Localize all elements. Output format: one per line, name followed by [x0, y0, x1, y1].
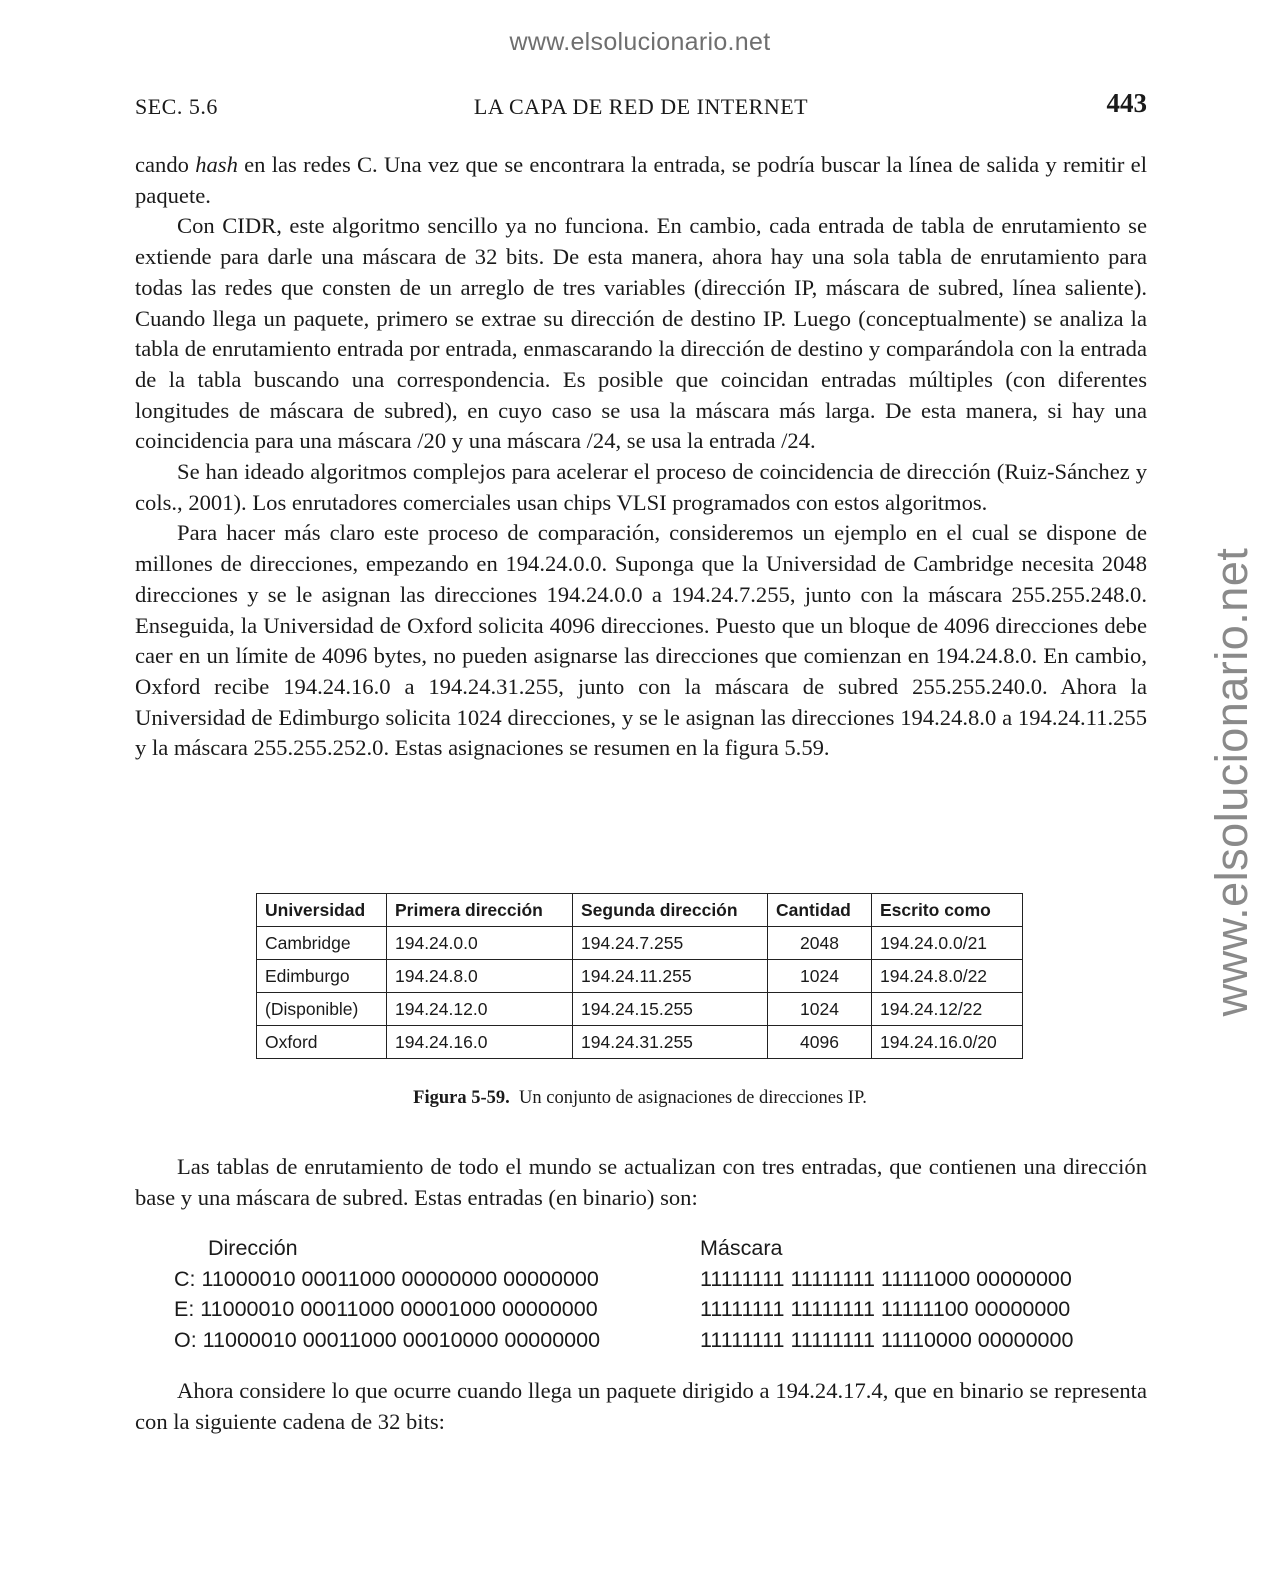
- cell-count: 2048: [768, 927, 872, 960]
- table-row: [257, 1026, 1023, 1059]
- binary-mask: 11111111 11111111 11111100 00000000: [700, 1297, 1071, 1322]
- paragraph-1: [135, 150, 1147, 211]
- hash-term: hash: [195, 152, 238, 177]
- paragraph-2: Con CIDR, este algoritmo sencillo ya no funciona. En cambio, cada entrada de tabla de enrutamiento se extiende para darle una máscara de 32 bits. De esta manera, ahora hay una sola tabla de enrutamiento para todas las redes que consten de un arreglo de tres variables (dirección IP, máscara de subred, línea saliente). Cuando llega un paquete, primero se extrae su dirección de destino IP. Luego (conceptualmente) se analiza la tabla de enrutamiento entrada por entrada, enmascarando la dirección de destino y comparándola con la entrada de la tabla buscando una correspondencia. Es posible que coincidan entradas múltiples (con diferentes longitudes de máscara de subred), en cuyo caso se usa la máscara más larga. De esta manera, si hay una coincidencia para una máscara /20 y una máscara /24, se usa la entrada /24.: [135, 213, 1147, 454]
- caption-label: Figura 5-59.: [413, 1088, 510, 1108]
- mask-header: Máscara: [700, 1236, 783, 1260]
- cell-first-address: 194.24.16.0: [387, 1026, 573, 1059]
- binary-address: E: 11000010 00011000 00001000 00000000: [174, 1297, 598, 1322]
- paragraph-3: Se han ideado algoritmos complejos para acelerar el proceso de coincidencia de dirección (Ruiz-Sánchez y cols., 2001). Los enrutadores comerciales usan chips VLSI programados con estos algoritmos.: [135, 459, 1147, 515]
- ip-allocation-table: [256, 893, 1023, 1059]
- chapter-title: LA CAPA DE RED DE INTERNET: [473, 94, 809, 119]
- cell-written-as: 194.24.16.0/20: [872, 1026, 1023, 1059]
- col-header-last-address: Segunda dirección: [573, 894, 768, 927]
- paragraph-1-start: cando: [135, 152, 196, 177]
- table-row: [257, 927, 1023, 960]
- cell-university: Oxford: [257, 1026, 387, 1059]
- cell-university: (Disponible): [257, 993, 387, 1026]
- cell-written-as: 194.24.12/22: [872, 993, 1023, 1026]
- cell-first-address: 194.24.8.0: [387, 960, 573, 993]
- cell-last-address: 194.24.11.255: [573, 960, 768, 993]
- binary-address: O: 11000010 00011000 00010000 00000000: [174, 1328, 601, 1353]
- paragraph-6: Ahora considere lo que ocurre cuando llega un paquete dirigido a 194.24.17.4, que en binario se representa con la siguiente cadena de 32 bits:: [135, 1378, 1147, 1434]
- cell-count: 4096: [768, 1026, 872, 1059]
- col-header-university: Universidad: [257, 894, 387, 927]
- cell-count: 1024: [768, 960, 872, 993]
- paragraph-5: Las tablas de enrutamiento de todo el mundo se actualizan con tres entradas, que contienen una dirección base y una máscara de subred. Estas entradas (en binario) son:: [135, 1154, 1147, 1210]
- body-text-middle: [135, 1152, 1147, 1213]
- table-header-row: [257, 894, 1023, 927]
- cell-first-address: 194.24.12.0: [387, 993, 573, 1026]
- cell-university: Cambridge: [257, 927, 387, 960]
- body-text: [135, 150, 1147, 764]
- cell-count: 1024: [768, 993, 872, 1026]
- binary-mask: 11111111 11111111 11111000 00000000: [700, 1266, 1072, 1291]
- cell-last-address: 194.24.7.255: [573, 927, 768, 960]
- cell-written-as: 194.24.8.0/22: [872, 960, 1023, 993]
- col-header-written-as: Escrito como: [872, 894, 1023, 927]
- section-label: SEC. 5.6: [135, 94, 218, 119]
- caption-text: Un conjunto de asignaciones de direcciones IP.: [519, 1088, 867, 1108]
- cell-last-address: 194.24.15.255: [573, 993, 768, 1026]
- body-text-bottom: [135, 1376, 1147, 1437]
- table-row: [257, 993, 1023, 1026]
- table-row: [257, 960, 1023, 993]
- paragraph-4: Para hacer más claro este proceso de comparación, consideremos un ejemplo en el cual se dispone de millones de direcciones, empezando en 194.24.0.0. Suponga que la Universidad de Cambridge necesita 2048 direcciones y se le asignan las direcciones 194.24.0.0 a 194.24.7.255, junto con la máscara 255.255.248.0. Enseguida, la Universidad de Oxford solicita 4096 direcciones. Puesto que un bloque de 4096 direcciones debe caer en un límite de 4096 bytes, no pueden asignarse las direcciones que comienzan en 194.24.8.0. En cambio, Oxford recibe 194.24.16.0 a 194.24.31.255, junto con la máscara de subred 255.255.240.0. Ahora la Universidad de Edimburgo solicita 1024 direcciones, y se le asignan las direcciones 194.24.8.0 a 194.24.11.255 y la máscara 255.255.252.0. Estas asignaciones se resumen en la figura 5.59.: [135, 520, 1147, 761]
- paragraph-1-end: en las redes C. Una vez que se encontrara la entrada, se podría buscar la línea de salida y remitir el paquete.: [135, 152, 1147, 208]
- address-header: Dirección: [208, 1236, 298, 1260]
- col-header-count: Cantidad: [768, 894, 872, 927]
- cell-first-address: 194.24.0.0: [387, 927, 573, 960]
- page-number: 443: [1106, 88, 1147, 118]
- binary-mask: 11111111 11111111 11110000 00000000: [700, 1328, 1074, 1353]
- cell-university: Edimburgo: [257, 960, 387, 993]
- watermark-side: www.elsolucionario.net: [1206, 547, 1257, 1017]
- col-header-first-address: Primera dirección: [387, 894, 573, 927]
- binary-address: C: 11000010 00011000 00000000 00000000: [174, 1266, 599, 1291]
- watermark-top: www.elsolucionario.net: [509, 28, 771, 56]
- running-head: [135, 88, 1147, 128]
- cell-written-as: 194.24.0.0/21: [872, 927, 1023, 960]
- cell-last-address: 194.24.31.255: [573, 1026, 768, 1059]
- figure-caption: [0, 1088, 1280, 1109]
